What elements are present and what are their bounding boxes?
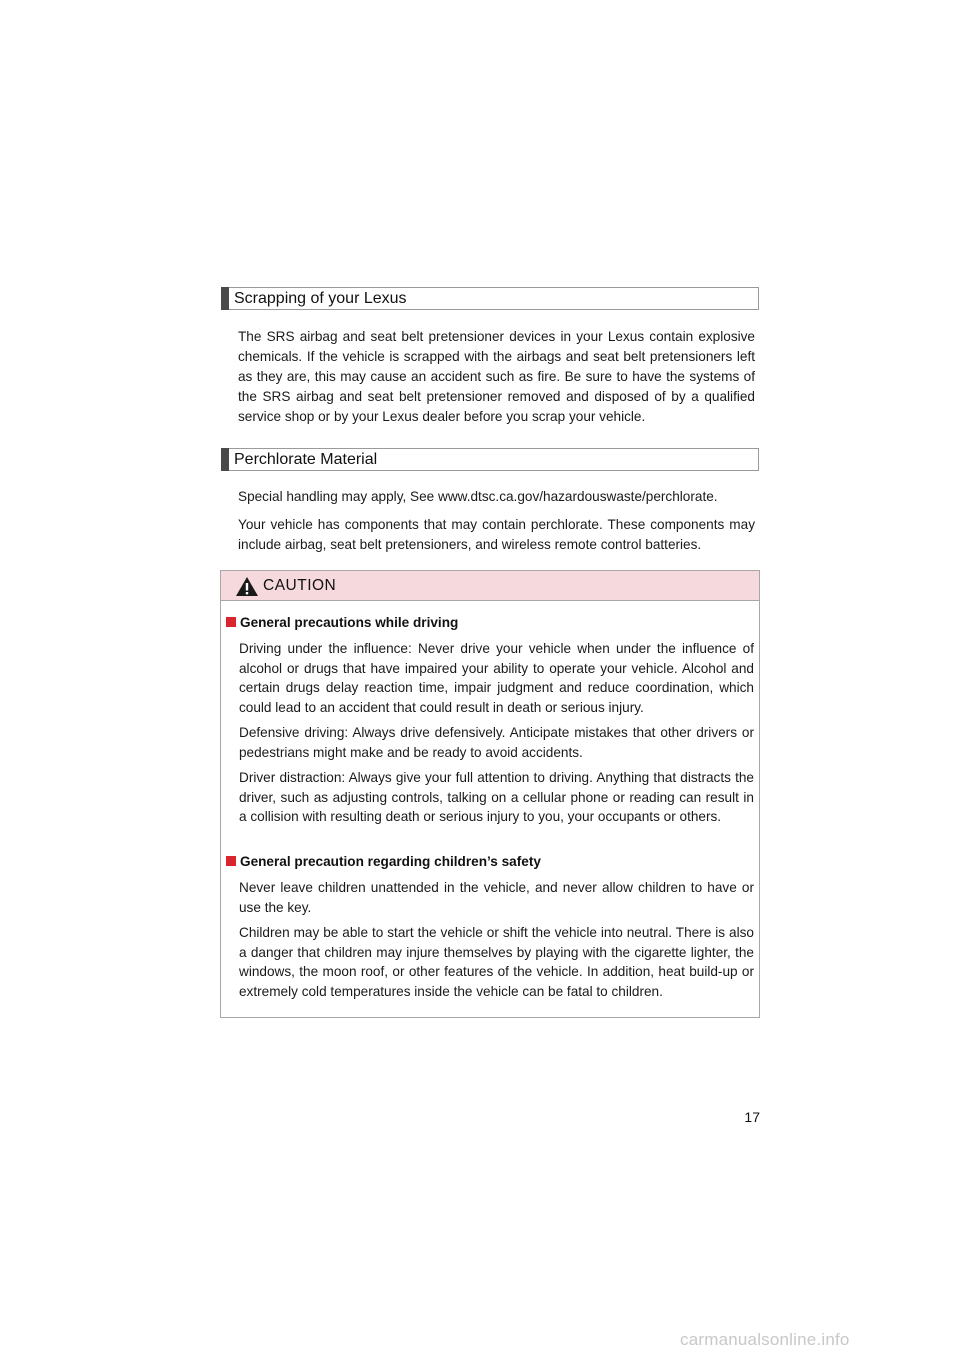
caution-paragraph: Driver distraction: Always give your full attention to driving. Anything that distracts the driver, such as adjusting controls, talking on a cellular phone or reading can result in a collision with resulting death or serious injury to you, your occupants or others. xyxy=(239,770,754,824)
caution-paragraph: Driving under the influence: Never drive your vehicle when under the influence of alcohol or drugs that have impaired your ability to operate your vehicle. Alcohol and certain drugs delay reaction time, impair judgment and reduce coordination, which could lead to an accident that could result in death or serious injury. xyxy=(239,641,754,715)
caution-subheading xyxy=(226,613,458,633)
section-header-bar xyxy=(221,287,229,310)
caution-paragraph: Defensive driving: Always drive defensively. Anticipate mistakes that other drivers or pedestrians might make and be ready to avoid accidents. xyxy=(239,725,754,760)
caution-header xyxy=(221,571,759,601)
caution-paragraph: Never leave children unattended in the vehicle, and never allow children to have or use the key. xyxy=(239,880,754,915)
caution-label: CAUTION xyxy=(263,577,337,594)
paragraph: Special handling may apply, See www.dtsc.ca.gov/hazardouswaste/perchlorate. xyxy=(238,489,718,504)
section-header-bar xyxy=(221,448,229,471)
subheading-text: General precaution regarding children’s safety xyxy=(240,854,541,869)
red-square-bullet-icon xyxy=(226,617,236,627)
section-header-perchlorate xyxy=(221,448,759,471)
paragraph: Your vehicle has components that may contain perchlorate. These components may include airbag, seat belt pretensioners, and wireless remote control batteries. xyxy=(238,517,755,552)
subheading-text: General precautions while driving xyxy=(240,615,459,630)
caution-box xyxy=(220,570,760,1018)
section-title: Perchlorate Material xyxy=(234,451,378,468)
caution-paragraph: Children may be able to start the vehicle or shift the vehicle into neutral. There is also a danger that children may injure themselves by playing with the cigarette lighter, the windows, the moon roof, or other features of the vehicle. In addition, heat build-up or extremely cold temperatures inside the vehicle can be fatal to children. xyxy=(239,925,754,999)
warning-triangle-icon xyxy=(235,576,259,597)
caution-subheading xyxy=(226,852,541,872)
section-header-scrapping xyxy=(221,287,759,310)
section-title: Scrapping of your Lexus xyxy=(234,290,407,307)
red-square-bullet-icon xyxy=(226,856,236,866)
page-number: 17 xyxy=(744,1109,760,1125)
paragraph: The SRS airbag and seat belt pretensioner devices in your Lexus contain explosive chemicals. If the vehicle is scrapped with the airbags and seat belt pretensioners left as they are, this may cause an accident such as fire. Be sure to have the systems of the SRS airbag and seat belt pretensioner removed and disposed of by a qualified service shop or by your Lexus dealer before you scrap your vehicle. xyxy=(238,329,755,424)
watermark: carmanualsonline.info xyxy=(680,1330,850,1349)
